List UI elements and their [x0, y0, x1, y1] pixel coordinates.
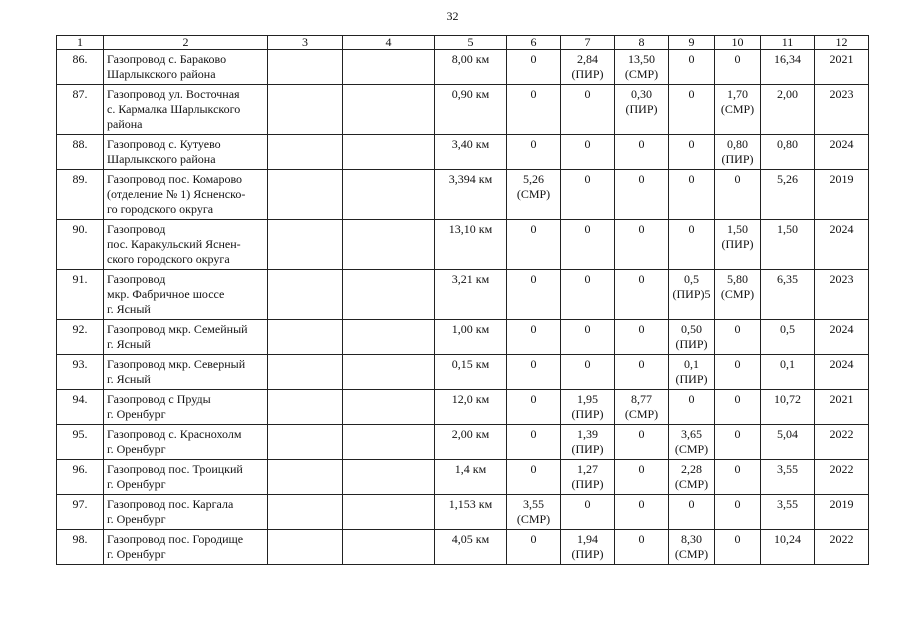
row-number: 89.	[57, 170, 104, 220]
col6-cell: 5,26 (СМР)	[507, 170, 561, 220]
year-cell: 2024	[815, 355, 869, 390]
column-header: 9	[669, 36, 715, 50]
row-number: 96.	[57, 460, 104, 495]
total-cell: 5,26	[761, 170, 815, 220]
year-cell: 2021	[815, 50, 869, 85]
table-row	[57, 355, 869, 390]
col9-cell: 2,28 (СМР)	[669, 460, 715, 495]
object-name: Газопровод мкр. Фабричное шоссе г. Ясный	[104, 270, 268, 320]
length-cell: 4,05 км	[435, 530, 507, 565]
object-name: Газопровод пос. Комарово (отделение № 1) Ясненско- го городского округа	[104, 170, 268, 220]
column-header: 6	[507, 36, 561, 50]
object-name: Газопровод мкр. Северный г. Ясный	[104, 355, 268, 390]
col3-cell	[268, 425, 343, 460]
year-cell: 2019	[815, 170, 869, 220]
column-header: 8	[615, 36, 669, 50]
row-number: 91.	[57, 270, 104, 320]
col8-cell: 0	[615, 220, 669, 270]
col10-cell: 0	[715, 355, 761, 390]
object-name: Газопровод пос. Каргала г. Оренбург	[104, 495, 268, 530]
year-cell: 2024	[815, 135, 869, 170]
col4-cell	[343, 85, 435, 135]
col6-cell: 0	[507, 460, 561, 495]
year-cell: 2024	[815, 320, 869, 355]
year-cell: 2023	[815, 85, 869, 135]
table-row	[57, 530, 869, 565]
year-cell: 2021	[815, 390, 869, 425]
col7-cell: 0	[561, 320, 615, 355]
table-row	[57, 135, 869, 170]
col6-cell: 3,55 (СМР)	[507, 495, 561, 530]
col3-cell	[268, 270, 343, 320]
col8-cell: 0	[615, 270, 669, 320]
length-cell: 3,21 км	[435, 270, 507, 320]
length-cell: 2,00 км	[435, 425, 507, 460]
col8-cell: 0	[615, 170, 669, 220]
col4-cell	[343, 460, 435, 495]
col8-cell: 0	[615, 460, 669, 495]
col8-cell: 13,50 (СМР)	[615, 50, 669, 85]
year-cell: 2022	[815, 530, 869, 565]
col9-cell: 0	[669, 135, 715, 170]
table-row	[57, 85, 869, 135]
column-header: 10	[715, 36, 761, 50]
col10-cell: 1,70 (СМР)	[715, 85, 761, 135]
table-row	[57, 390, 869, 425]
col10-cell: 0	[715, 320, 761, 355]
table-row	[57, 495, 869, 530]
gas-pipeline-table	[56, 35, 869, 565]
table-row	[57, 460, 869, 495]
col3-cell	[268, 220, 343, 270]
col3-cell	[268, 460, 343, 495]
row-number: 88.	[57, 135, 104, 170]
year-cell: 2023	[815, 270, 869, 320]
row-number: 87.	[57, 85, 104, 135]
col8-cell: 0	[615, 355, 669, 390]
col8-cell: 0	[615, 530, 669, 565]
col9-cell: 0	[669, 85, 715, 135]
year-cell: 2019	[815, 495, 869, 530]
column-header: 5	[435, 36, 507, 50]
col4-cell	[343, 270, 435, 320]
col4-cell	[343, 390, 435, 425]
column-header: 1	[57, 36, 104, 50]
length-cell: 1,4 км	[435, 460, 507, 495]
length-cell: 1,00 км	[435, 320, 507, 355]
total-cell: 2,00	[761, 85, 815, 135]
row-number: 98.	[57, 530, 104, 565]
col8-cell: 0	[615, 135, 669, 170]
col9-cell: 0	[669, 390, 715, 425]
col7-cell: 1,94 (ПИР)	[561, 530, 615, 565]
total-cell: 5,04	[761, 425, 815, 460]
col7-cell: 0	[561, 135, 615, 170]
total-cell: 6,35	[761, 270, 815, 320]
col7-cell: 2,84 (ПИР)	[561, 50, 615, 85]
col3-cell	[268, 495, 343, 530]
row-number: 97.	[57, 495, 104, 530]
col6-cell: 0	[507, 425, 561, 460]
column-header: 12	[815, 36, 869, 50]
col3-cell	[268, 320, 343, 355]
col9-cell: 0,1 (ПИР)	[669, 355, 715, 390]
total-cell: 0,1	[761, 355, 815, 390]
col7-cell: 0	[561, 85, 615, 135]
col7-cell: 0	[561, 355, 615, 390]
object-name: Газопровод с. Краснохолм г. Оренбург	[104, 425, 268, 460]
col3-cell	[268, 85, 343, 135]
length-cell: 0,90 км	[435, 85, 507, 135]
table-row	[57, 320, 869, 355]
total-cell: 1,50	[761, 220, 815, 270]
col6-cell: 0	[507, 50, 561, 85]
col10-cell: 0	[715, 425, 761, 460]
year-cell: 2022	[815, 425, 869, 460]
total-cell: 0,80	[761, 135, 815, 170]
total-cell: 3,55	[761, 460, 815, 495]
object-name: Газопровод ул. Восточная с. Кармалка Шарлыкского района	[104, 85, 268, 135]
object-name: Газопровод пос. Каракульский Яснен- ского городского округа	[104, 220, 268, 270]
col4-cell	[343, 495, 435, 530]
col10-cell: 5,80 (СМР)	[715, 270, 761, 320]
length-cell: 3,40 км	[435, 135, 507, 170]
col3-cell	[268, 390, 343, 425]
table-row	[57, 170, 869, 220]
row-number: 93.	[57, 355, 104, 390]
column-header: 11	[761, 36, 815, 50]
col6-cell: 0	[507, 270, 561, 320]
col8-cell: 0	[615, 425, 669, 460]
col4-cell	[343, 220, 435, 270]
object-name: Газопровод с Пруды г. Оренбург	[104, 390, 268, 425]
col10-cell: 1,50 (ПИР)	[715, 220, 761, 270]
col10-cell: 0	[715, 495, 761, 530]
column-header: 2	[104, 36, 268, 50]
total-cell: 10,24	[761, 530, 815, 565]
col6-cell: 0	[507, 320, 561, 355]
col7-cell: 0	[561, 170, 615, 220]
col8-cell: 0,30 (ПИР)	[615, 85, 669, 135]
col9-cell: 0	[669, 50, 715, 85]
col8-cell: 0	[615, 320, 669, 355]
col7-cell: 1,39 (ПИР)	[561, 425, 615, 460]
col7-cell: 0	[561, 220, 615, 270]
row-number: 92.	[57, 320, 104, 355]
column-header: 3	[268, 36, 343, 50]
col4-cell	[343, 530, 435, 565]
col3-cell	[268, 50, 343, 85]
table-row	[57, 50, 869, 85]
col6-cell: 0	[507, 390, 561, 425]
object-name: Газопровод с. Бараково Шарлыкского района	[104, 50, 268, 85]
table-row	[57, 425, 869, 460]
col9-cell: 0,50 (ПИР)	[669, 320, 715, 355]
row-number: 86.	[57, 50, 104, 85]
column-number-row	[57, 36, 869, 50]
length-cell: 1,153 км	[435, 495, 507, 530]
length-cell: 8,00 км	[435, 50, 507, 85]
col7-cell: 0	[561, 495, 615, 530]
col8-cell: 0	[615, 495, 669, 530]
col9-cell: 3,65 (СМР)	[669, 425, 715, 460]
col9-cell: 0	[669, 170, 715, 220]
col9-cell: 0,5 (ПИР)5	[669, 270, 715, 320]
object-name: Газопровод пос. Троицкий г. Оренбург	[104, 460, 268, 495]
col3-cell	[268, 530, 343, 565]
col4-cell	[343, 170, 435, 220]
col4-cell	[343, 425, 435, 460]
table-row	[57, 270, 869, 320]
length-cell: 3,394 км	[435, 170, 507, 220]
col6-cell: 0	[507, 355, 561, 390]
col9-cell: 0	[669, 495, 715, 530]
row-number: 90.	[57, 220, 104, 270]
col7-cell: 0	[561, 270, 615, 320]
col4-cell	[343, 355, 435, 390]
col9-cell: 0	[669, 220, 715, 270]
col9-cell: 8,30 (СМР)	[669, 530, 715, 565]
col4-cell	[343, 50, 435, 85]
row-number: 95.	[57, 425, 104, 460]
col10-cell: 0	[715, 390, 761, 425]
object-name: Газопровод с. Кутуево Шарлыкского района	[104, 135, 268, 170]
length-cell: 13,10 км	[435, 220, 507, 270]
total-cell: 10,72	[761, 390, 815, 425]
total-cell: 16,34	[761, 50, 815, 85]
total-cell: 0,5	[761, 320, 815, 355]
col10-cell: 0	[715, 530, 761, 565]
total-cell: 3,55	[761, 495, 815, 530]
col3-cell	[268, 170, 343, 220]
col6-cell: 0	[507, 220, 561, 270]
row-number: 94.	[57, 390, 104, 425]
col3-cell	[268, 135, 343, 170]
col7-cell: 1,27 (ПИР)	[561, 460, 615, 495]
length-cell: 0,15 км	[435, 355, 507, 390]
column-header: 7	[561, 36, 615, 50]
col6-cell: 0	[507, 530, 561, 565]
year-cell: 2024	[815, 220, 869, 270]
col6-cell: 0	[507, 85, 561, 135]
col4-cell	[343, 320, 435, 355]
col10-cell: 0	[715, 170, 761, 220]
year-cell: 2022	[815, 460, 869, 495]
page-number: 32	[446, 9, 459, 23]
object-name: Газопровод пос. Городище г. Оренбург	[104, 530, 268, 565]
table-row	[57, 220, 869, 270]
col8-cell: 8,77 (СМР)	[615, 390, 669, 425]
col7-cell: 1,95 (ПИР)	[561, 390, 615, 425]
col10-cell: 0	[715, 460, 761, 495]
col3-cell	[268, 355, 343, 390]
col6-cell: 0	[507, 135, 561, 170]
col4-cell	[343, 135, 435, 170]
length-cell: 12,0 км	[435, 390, 507, 425]
object-name: Газопровод мкр. Семейный г. Ясный	[104, 320, 268, 355]
col10-cell: 0	[715, 50, 761, 85]
column-header: 4	[343, 36, 435, 50]
col10-cell: 0,80 (ПИР)	[715, 135, 761, 170]
